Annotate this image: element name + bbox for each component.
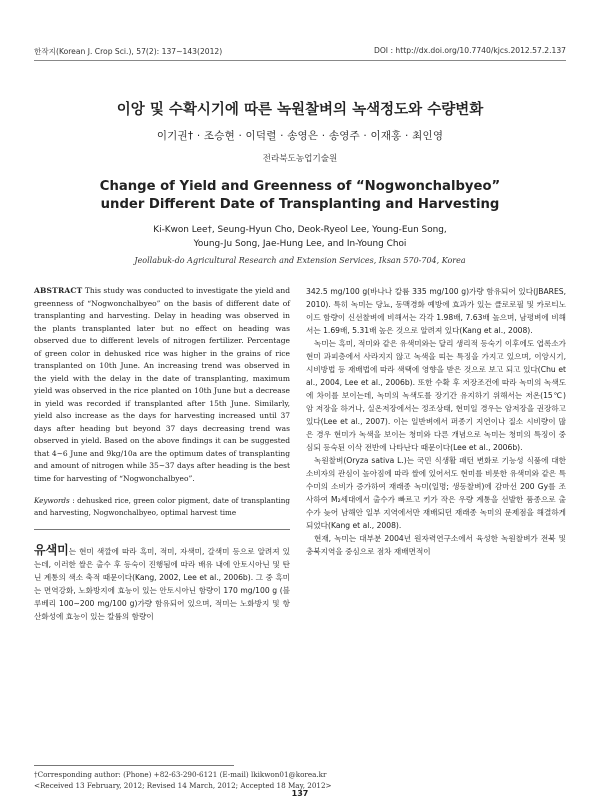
keywords <box>34 495 290 519</box>
corresponding-author-note: †Corresponding author: (Phone) +82-63-290-6121 (E-mail) lkikwon01@korea.kr <box>34 770 327 779</box>
doi-link[interactable]: DOI : http://dx.doi.org/10.7740/kjcs.2012.57.2.137 <box>373 46 566 55</box>
title-english <box>0 178 600 214</box>
body-paragraph-1: 342.5 mg/100 g(바나나 칼륨 335 mg/100 g)가량 함유되어 있다(JBARES, 2010). 특히 녹미는 당뇨, 동맥경화 예방에 효과가 있는 클로로필 및 카로티노이드 함량이 신선찰벼에 비해서는 각각 1.98배, 7.63배 높으며, 남평벼에 비해서는 1.69배, 5.31배 높은 것으로 알려져 있다(Kang et al., 2008). <box>306 287 566 335</box>
title-english-line-1: Change of Yield and Greenness of “Nogwonchalbyeo” <box>99 179 501 194</box>
authors-english-line-1: Ki-Kwon Lee†, Seung-Hyun Cho, Deok-Ryeol Lee, Young-Eun Song, <box>153 225 447 235</box>
intro-text: 는 현미 색깔에 따라 흑미, 적미, 자색미, 갈색미 등으로 알려져 있는데, 이러한 쌀은 출수 후 등숙이 진행됨에 따라 배유 내에 안토시아닌 및 탄닌 계통의 색소 축적 때문이다(Kang, 2002, Lee et al., 2006b). 그 중 흑미는 면역강화, 노화방지에 효능이 있는 안토시아닌 함량이 170 mg/100 g (블루베리 100~200 mg/100 g)가량 함유되어 있으며, 적미는 노화방지 및 항산화성에 효능이 있는 칼륨의 함량이 <box>34 547 290 621</box>
authors-english-line-2: Young-Ju Song, Jae-Hung Lee, and In-Young Choi <box>193 239 407 249</box>
abstract-label: ABSTRACT <box>34 286 83 295</box>
header-divider <box>34 60 566 61</box>
affiliation-english: Jeollabuk-do Agricultural Research and Extension Services, Iksan 570-704, Korea <box>134 256 466 265</box>
title-english-line-2: under Different Date of Transplanting and Harvesting <box>100 197 500 212</box>
authors-korean: 이기권† · 조승현 · 이덕렬 · 송영은 · 송영주 · 이재홍 · 최인영 <box>156 130 444 142</box>
page-number: 137 <box>291 789 309 798</box>
abstract-text: This study was conducted to investigate the yield and greenness of “Nogwonchalbyeo” on the basis of different date of transplanting and harvesting. Delay in heading was observed in the plants transplanted later but no effect on heading was observed due to different levels of nitrogen fertilizer. Percentage of green color in dehusked rice was higher in the grains of rice transplanted on 10th June. An increasing trend was observed in the yield with the delay in the date of transplanting, maximum yield was observed in the rice planted on 10th June but a decrease in yield was recorded if transplanted after 15th June. Similarly, yield also increase as the days for harvesting increased until 37 days after heading but beyond 37 days decreasing trend was observed in yield. Based on the above findings it can be suggested that 4~6 June and 9kg/10a are the optimum dates of transplanting and amount of nitrogen while 35~37 days after heading is the best time for harvesting of “Nogwonchalbyeo”. <box>34 286 290 483</box>
running-header <box>34 46 566 60</box>
journal-citation: 한작지(Korean J. Crop Sci.), 57(2): 137~143(2012) <box>34 47 223 56</box>
affiliation-korean: 전라북도농업기술원 <box>262 154 338 164</box>
body-paragraph-4: 현재, 녹미는 대부분 2004년 원자력연구소에서 육성한 녹원찰벼가 전북 및 충북지역을 중심으로 점차 재배면적이 <box>306 534 566 556</box>
right-column <box>306 285 566 558</box>
title-korean: 이앙 및 수확시기에 따른 녹원찰벼의 녹색정도와 수량변화 <box>116 102 484 118</box>
body-paragraph-3: 녹원찰벼(Oryza sativa L.)는 국민 식생활 패턴 변화로 기능성 식품에 대한 소비자의 관심이 높아짐에 따라 쌀에 있어서도 현미를 비롯한 유색미와 같은 특수미의 소비가 증가하여 재래종 녹미(일명; 생동찰벼)에 감마선 200 Gy를 조사하여 M₂세대에서 출수가 빠르고 키가 작은 우량 계통을 선발한 품종으로 출수가 늦어 남해안 일부 지역에서만 재배되던 재래종 녹미의 문제점을 해결하게 되었다(Kang et al., 2008). <box>306 456 566 530</box>
authors-english <box>0 223 600 251</box>
keywords-label: Keywords <box>34 496 70 505</box>
left-column <box>34 285 290 623</box>
abstract <box>34 285 290 485</box>
intro-paragraph <box>34 544 290 623</box>
footnote-divider <box>34 765 234 766</box>
footnotes <box>34 769 566 791</box>
keywords-divider <box>34 529 290 530</box>
intro-lead-word: 유색미 <box>34 543 69 557</box>
body-paragraph-2: 녹미는 흑미, 적미와 같은 유색미와는 달리 생리적 등숙기 이후에도 엽록소가 현미 과피층에서 사라지지 않고 녹색을 띠는 특징을 가지고 있으며, 이앙시기, 시비방법 등 재배법에 따라 색택에 영향을 받은 것으로 보고 되고 있다(Chu et al., 2004, Lee et al., 2006b). 또한 수확 후 저장조건에 따라 녹미의 녹색도에 차이를 보이는데, 녹미의 녹색도를 장기간 유지하기 위해서는 저온(15℃) 암 저장을 하거나, 실온저장에서는 정조상태, 현미일 경우는 암저장을 권장하고 있다(Lee et al., 2007). 이는 일반벼에서 퍼종기 지연이나 질소 시비량이 많은 경우 현미가 녹색을 보이는 청미와 다른 개념으로 녹미는 청미의 특징이 중심되 등숙된 이삭 전반에 나타난다 때문이다(Lee et al., 2006b). <box>306 339 566 452</box>
received-dates-note: <Received 13 February, 2012; Revised 14 March, 2012; Accepted 18 May, 2012> <box>34 781 332 790</box>
keywords-text: : dehusked rice, green color pigment, date of transplanting and harvesting, Nogwonchalbyeo, optimal harvest time <box>34 496 290 517</box>
